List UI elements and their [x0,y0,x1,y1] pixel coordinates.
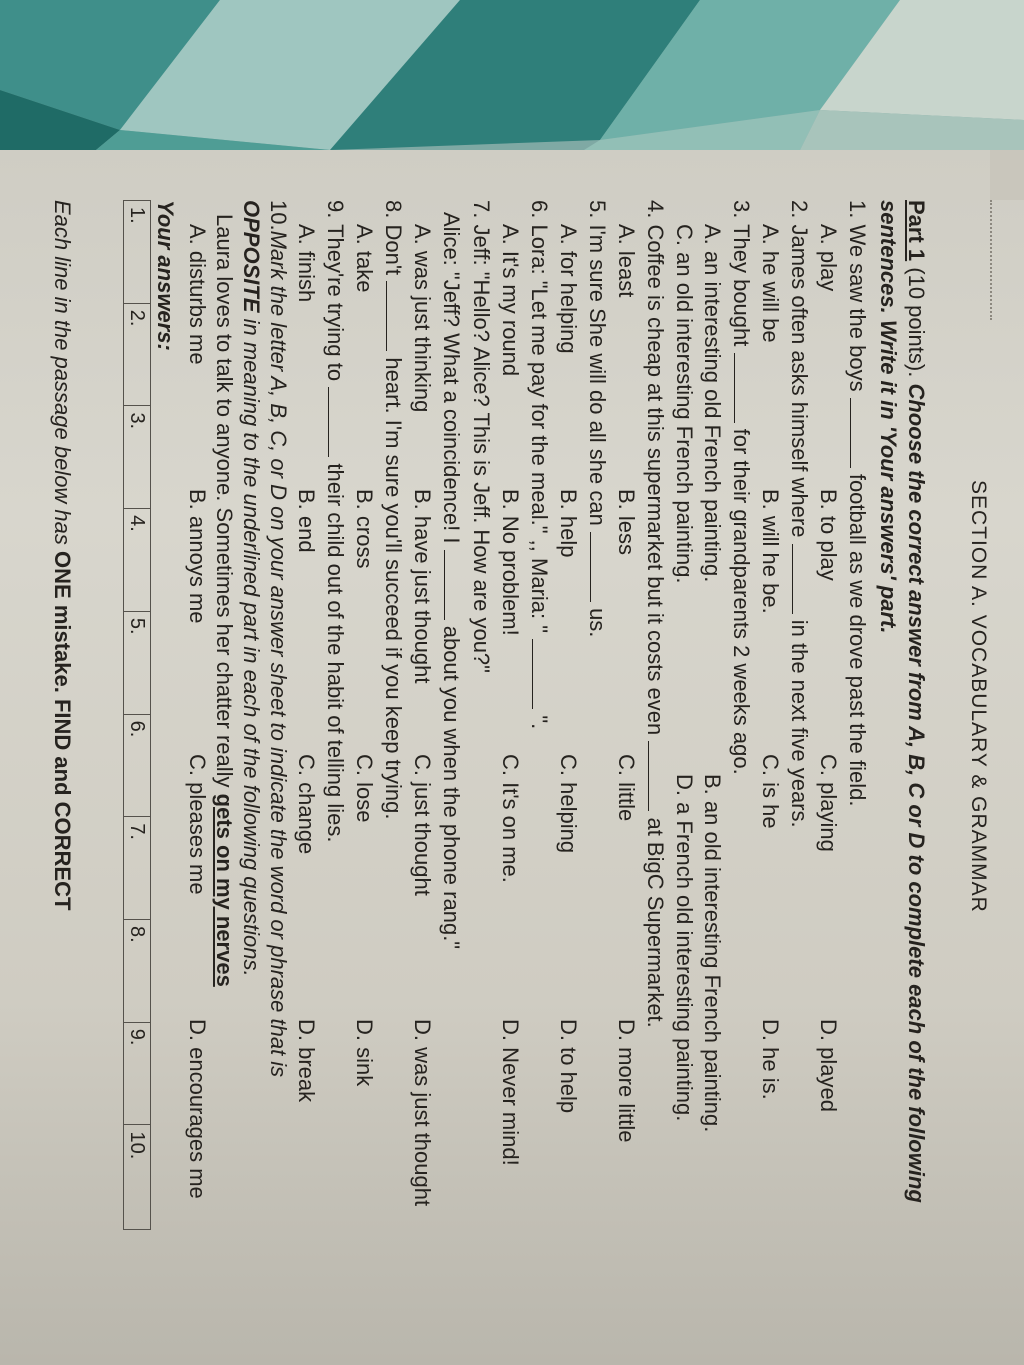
option-b[interactable]: B. have just thought [410,489,435,684]
question-tail: at BigC Supermarket. [643,817,668,1028]
q10-option-d[interactable]: D. encourages me [185,1019,210,1199]
answers-table [123,200,151,1230]
option-a[interactable]: A. least [614,224,639,298]
option-a[interactable]: A. an interesting old French painting. [700,224,725,583]
option-b[interactable]: B. less [614,489,639,556]
question-10 [211,200,292,1280]
question-tail: in the next five years. [787,619,812,828]
question-3 [726,200,756,1310]
question-9-options [292,200,320,1310]
question-8-options [350,200,378,1310]
option-b[interactable]: B. to play [816,489,841,581]
part-instruction: Choose the correct answer from A, B, C or D to complete each of the following sentences. Write it in 'Your answers' part. [876,200,929,1203]
q10-sentence: Laura loves to talk to anyone. Sometimes her chatter really [212,214,237,788]
question-3-options [670,200,726,1310]
question-tail: us. [585,608,610,638]
question-tail: their child out of the habit of telling lies. [323,463,348,843]
option-c[interactable]: C. little [614,754,639,822]
question-1 [842,200,872,1310]
option-c[interactable]: C. is he [758,754,783,829]
question-tail: for their grandparents 2 weeks ago. [729,428,754,775]
option-d[interactable]: D. break [294,1019,319,1103]
question-6 [524,200,554,1310]
question-7-options [408,200,436,1310]
answer-blank[interactable] [792,544,811,614]
option-b[interactable]: B. an old interesting French painting. [700,774,725,1133]
option-c[interactable]: C. just thought [410,754,435,896]
question-list [292,200,872,1310]
answer-cell-10[interactable]: 10. [124,1125,151,1230]
answer-cell-2[interactable]: 2. [124,303,151,406]
answer-cell-8[interactable]: 8. [124,920,151,1023]
option-c[interactable]: C. an old interesting French painting. [672,224,697,584]
question-4 [640,200,670,1310]
q10-option-a[interactable]: A. disturbs me [185,224,210,365]
answers-title: Your answers: [153,200,178,351]
answer-blank[interactable] [734,353,753,423]
question-stem: 1. We saw the boys [845,200,870,392]
option-d[interactable]: D. a French old interesting painting. [672,774,697,1122]
answer-blank[interactable] [590,532,609,602]
question-stem: 9. They're trying to [323,200,348,382]
question-8 [378,200,408,1310]
answer-cell-9[interactable]: 9. [124,1022,151,1125]
q10-options [183,200,211,1310]
option-b[interactable]: B. cross [352,489,377,569]
question-7 [466,200,496,1310]
next-section-line [49,200,75,910]
q10-number: 10. [266,200,291,231]
option-b[interactable]: B. will he be. [758,489,783,614]
option-a[interactable]: A. finish [294,224,319,303]
option-a[interactable]: A. for helping [556,224,581,354]
option-a[interactable]: A. It's my round [498,224,523,377]
answer-blank[interactable] [532,639,551,709]
answer-blank[interactable] [648,741,667,811]
q10-opposite: OPPOSITE [239,200,264,313]
option-d[interactable]: D. more little [614,1019,639,1143]
option-c[interactable]: C. change [294,754,319,855]
option-d[interactable]: D. he is. [758,1019,783,1100]
q10-underlined: gets on my nerves [212,793,237,987]
option-a[interactable]: A. take [352,224,377,293]
option-d[interactable]: D. to help [556,1019,581,1114]
answer-blank[interactable] [444,550,463,620]
option-a[interactable]: A. he will be [758,224,783,343]
question-tail: heart. I'm sure you'll succeed if you keep trying. [381,357,406,820]
option-d[interactable]: D. was just thought [410,1019,435,1207]
option-c[interactable]: C. playing [816,754,841,852]
part-lead: Part 1 [904,200,929,262]
q10-option-b[interactable]: B. annoys me [185,489,210,624]
q10-option-c[interactable]: C. pleases me [185,754,210,895]
answer-cell-4[interactable]: 4. [124,509,151,612]
answer-cell-1[interactable]: 1. [124,201,151,304]
option-b[interactable]: B. No problem! [498,489,523,636]
answer-blank[interactable] [850,398,869,468]
question-9 [320,200,350,1310]
question-6-options [496,200,524,1310]
option-c[interactable]: C. helping [556,754,581,854]
option-c[interactable]: C. It's on me. [498,754,523,883]
question-stem-line2: Alice: "Jeff? What a coincidence! I [439,212,464,544]
part-points: (10 points). [904,261,929,384]
question-tail: ". [527,715,552,730]
question-4-options [612,200,640,1310]
worksheet-content [123,200,930,1310]
question-stem: 4. Coffee is cheap at this supermarket but it costs even [643,200,668,736]
rotated-worksheet [30,160,1010,1340]
q10-instruction: Mark the letter A, B, C, or D on your answer sheet to indicate the word or phrase that is [266,230,291,1078]
option-b[interactable]: B. end [294,489,319,553]
answer-blank[interactable] [328,387,347,457]
option-a[interactable]: A. was just thinking [410,224,435,413]
next-section-bold: ONE mistake. FIND and CORRECT [50,551,75,911]
option-d[interactable]: D. Never mind! [498,1019,523,1166]
answer-cell-3[interactable]: 3. [124,406,151,509]
question-stem: 3. They bought [729,200,754,347]
question-tail: football as we drove past the field. [845,473,870,807]
option-d[interactable]: D. played [816,1019,841,1112]
section-title: SECTION A. VOCABULARY & GRAMMAR [967,480,990,913]
option-c[interactable]: C. lose [352,754,377,823]
q10-instruction2: in meaning to the underlined part in each of the following questions. [239,318,264,977]
question-2 [784,200,814,1310]
question-stem: 7. Jeff: "Hello? Alice? This is Jeff. How are you?" [469,200,494,673]
option-d[interactable]: D. sink [352,1019,377,1087]
question-stem: 2. James often asks himself where [787,200,812,538]
answers-row [124,201,151,1230]
answer-cell-7[interactable]: 7. [124,817,151,920]
answer-blank[interactable] [386,281,405,351]
answer-cell-5[interactable]: 5. [124,611,151,714]
question-5 [582,200,612,1310]
question-2-options [756,200,784,1310]
question-5-options [554,200,582,1310]
option-a[interactable]: A. play [816,224,841,292]
part-intro [874,200,930,1310]
option-b[interactable]: B. help [556,489,581,558]
answer-cell-6[interactable]: 6. [124,714,151,817]
next-section-italic: Each line in the passage below has [50,200,75,545]
question-stem: 5. I'm sure She will do all she can [585,200,610,526]
question-7-line2 [436,200,466,1310]
question-stem: 8. Don't [381,200,406,276]
question-stem: 6. Lora: "Let me pay for the meal." ,, Maria: " [527,200,552,634]
question-tail-line2: about you when the phone rang." [439,625,464,950]
question-1-options [814,200,842,1310]
